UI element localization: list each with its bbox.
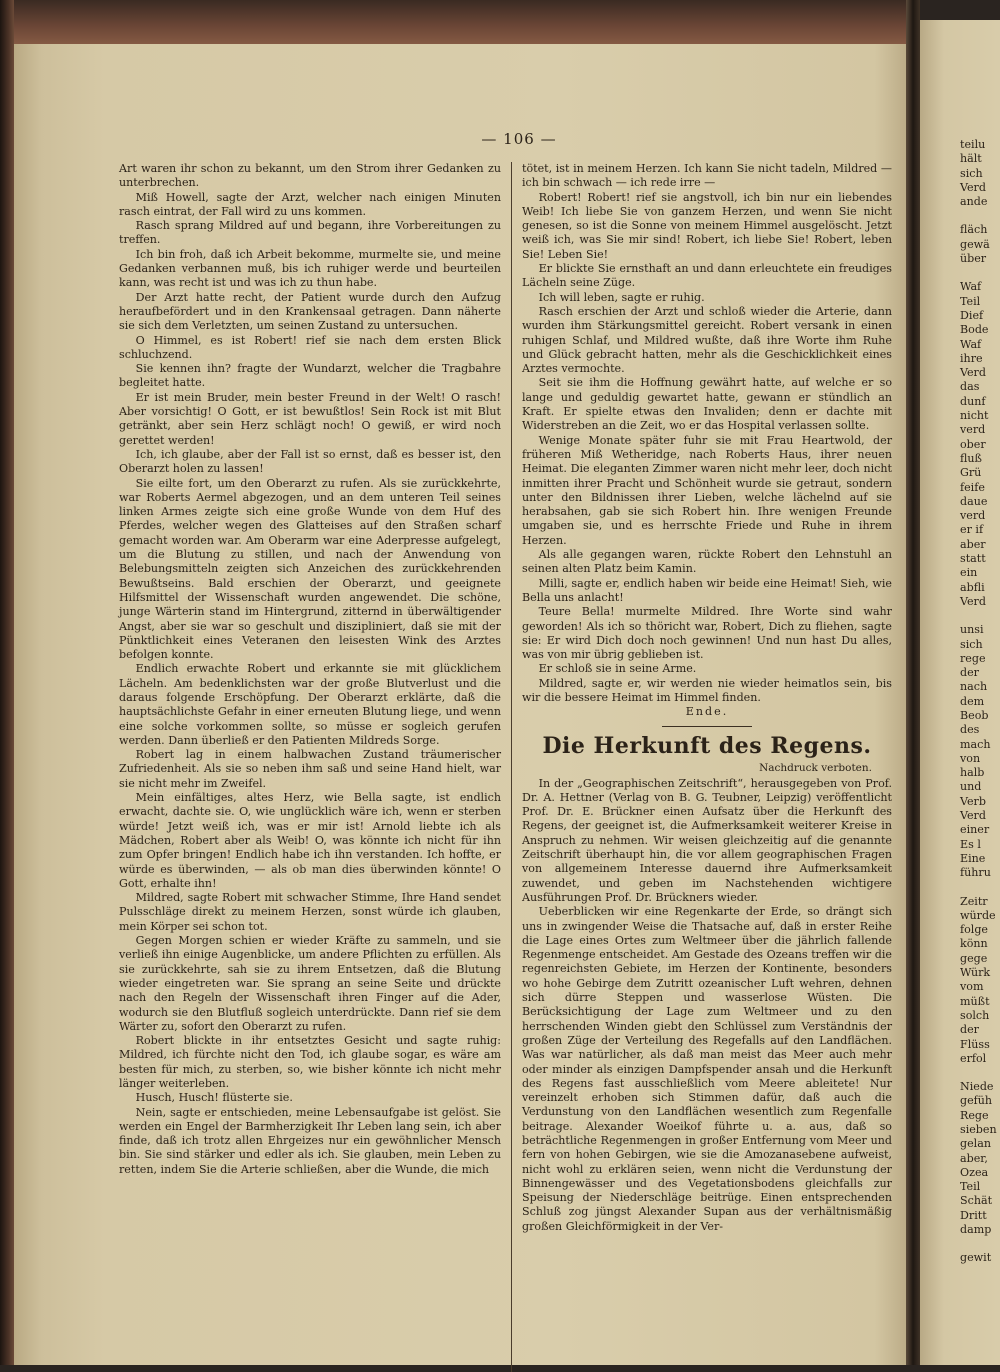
line-fragment: gelan <box>960 1137 991 1151</box>
line-fragment: dem <box>960 694 985 708</box>
paragraph: Er ist mein Bruder, mein bester Freund in der Welt! O rasch! Aber vorsichtig! O Gott, er ist bewußtlos! Sein Rock ist mit Blut getränkt, aber sein Herz schlägt noch! O gewiß, er wird noch gerettet werden! <box>119 390 501 447</box>
line-fragment: der <box>960 1023 979 1037</box>
line-fragment: Verd <box>960 180 986 194</box>
line-fragment: Niede <box>960 1080 994 1094</box>
paragraph: Mildred, sagte er, wir werden nie wieder heimatlos sein, bis wir die bessere Heimat im Himmel finden. <box>522 676 892 704</box>
line-fragment: Beob <box>960 708 989 722</box>
line-fragment: Eine <box>960 851 986 865</box>
line-fragment: solch <box>960 1008 990 1022</box>
column-divider <box>511 162 512 1372</box>
line-fragment: gege <box>960 951 988 965</box>
paragraph-gap <box>960 1237 1000 1251</box>
line-fragment: Flüss <box>960 1037 990 1051</box>
article-title: Die Herkunft des Regens. <box>542 732 872 759</box>
paragraph: Robert! Robert! rief sie angstvoll, ich bin nur ein liebendes Weib! Ich liebe Sie von ganzem Herzen, und wenn Sie nicht genesen, so ist die Sonne von meinem Himmel ausgelöscht. Jetzt weiß ich, was Sie mir sind! Robert, ich liebe Sie! Robert, leben Sie! Leben Sie! <box>522 190 892 261</box>
article-separator <box>662 726 752 727</box>
line-fragment: einer <box>960 823 990 837</box>
page-number: — 106 — <box>481 130 557 148</box>
line-fragment: Würk <box>960 966 991 980</box>
paragraph: Sie kennen ihn? fragte der Wundarzt, welcher die Tragbahre begleitet hatte. <box>119 362 501 390</box>
story-continuation <box>522 162 892 705</box>
line-fragment: folge <box>960 923 988 937</box>
line-fragment: erfol <box>960 1051 987 1065</box>
next-page-fragments <box>960 138 1000 1266</box>
line-fragment: fluß <box>960 451 982 465</box>
paragraph: Ueberblicken wir eine Regenkarte der Erde, so drängt sich uns in zwingender Weise die Thatsache auf, daß in erster Reihe die Lage eines Ortes zum Weltmeer über die jährlich fallende Regenmenge entscheidet. Am Gestade des Ozeans treffen wir die regenreichsten Gebiete, im Herzen der Kontinente, besonders wo hohe Gebirge dem Zutritt ozeanischer Luft wehren, dehnen sich dürre Steppen und wasserlose Wüsten. Die Berücksichtigung der Lage zum Weltmeer und zu den herrschenden Winden giebt den Schlüssel zum Verständnis der großen Züge der Verteilung des Regefalls auf den Landflächen. Was war natürlicher, als daß man meist das Meer auch mehr oder minder als einzigen Dampfspender ansah und die Herkunft des Regens fast ausschließlich vom Meere ableitete! Nur vereinzelt erhoben sich Stimmen dafür, daß auch die Verdunstung von den Landflächen wesentlich zum Regenfalle beitrage. Alexander Woeikof führte u. a. aus, daß so beträchtliche Regenmengen in großer Entfernung vom Meer und fern von hohen Gebirgen, wie sie die Amozanasebene aufweist, nicht wohl zu erklären seien, wenn nicht die Verdunstung der Binnengewässer und des Vegetationsbodens gleichfalls zur Speisung der Niederschläge beitrüge. Einen entsprechenden Schluß zog jüngst Alexander Supan aus der verhältnismäßig großen Gleichförmigkeit in der Ver- <box>522 905 892 1233</box>
line-fragment: feife <box>960 480 985 494</box>
paragraph: Nein, sagte er entschieden, meine Lebensaufgabe ist gelöst. Sie werden ein Engel der Barmherzigkeit Ihr Leben lang sein, ich aber finde, daß ich trotz allen Ehrgeizes nur ein gewöhnlicher Mensch bin. Sie sind stärker und edler als ich. Sie glauben, mein Leben zu retten, indem Sie die Arterie schließen, aber die Wunde, die mich <box>119 1105 501 1176</box>
line-fragment: verd <box>960 509 986 523</box>
line-fragment: Dritt <box>960 1208 987 1222</box>
line-fragment: hält <box>960 152 982 166</box>
line-fragment: von <box>960 751 981 765</box>
page-106 <box>14 44 920 1365</box>
line-fragment: gewit <box>960 1251 992 1265</box>
paragraph: Er schloß sie in seine Arme. <box>538 662 697 676</box>
line-fragment: könn <box>960 937 988 951</box>
line-fragment: Verd <box>960 809 986 823</box>
paragraph: In der „Geographischen Zeitschrift“, herausgegeben von Prof. Dr. A. Hettner (Verlag von B. G. Teubner, Leipzig) veröffentlicht Prof. Dr. E. Brückner einen Aufsatz über die Herkunft des Regens, der geeignet ist, die Aufmerksamkeit weiterer Kreise in Anspruch zu nehmen. Wir weisen gleichzeitig auf die genannte Zeitschrift überhaupt hin, die vor allem geographischen Fragen von allgemeinem Interesse dauernd ihre Aufmerksamkeit zuwendet, und geben im Nachstehenden wichtigere Ausführungen Prof. Dr. Brückners wieder. <box>522 776 892 904</box>
reprint-notice: Nachdruck verboten. <box>759 761 872 774</box>
line-fragment: führu <box>960 866 991 880</box>
line-fragment: nicht <box>960 409 989 423</box>
right-column <box>522 162 892 1234</box>
line-fragment: Es l <box>960 837 981 851</box>
paragraph: Rasch sprang Mildred auf und begann, ihre Vorbereitungen zu treffen. <box>119 219 501 247</box>
line-fragment: sich <box>960 166 983 180</box>
paragraph: Ich will leben, sagte er ruhig. <box>538 290 705 304</box>
line-fragment: aber, <box>960 1151 988 1165</box>
line-fragment: vom <box>960 980 984 994</box>
paragraph: Sie eilte fort, um den Oberarzt zu rufen. Als sie zurückkehrte, war Roberts Aermel abgezogen, und an dem unteren Teil seines linken Armes zeigte sich eine große Wunde von dem Huf des Pferdes, welcher wegen des Glatteises auf den Straßen scharf gemacht worden war. Am Oberarm war eine Aderpresse aufgelegt, um die Blutung zu stillen, und nach der Anwendung von Belebungsmitteln zeigten sich Anzeichen des zurückkehrenden Bewußtseins. Bald erschien der Oberarzt, und geeignete Hilfsmittel der Wissenschaft wurden angewendet. Die schöne, junge Wärterin stand im Hintergrund, zitternd in überwältigender Angst, aber sie war so geschult und diszipliniert, daß sie mit der Pünktlichkeit eines Veteranen den leisesten Wink des Arztes befolgen konnte. <box>119 476 501 662</box>
line-fragment: unsi <box>960 623 984 637</box>
book-gutter <box>906 0 920 1365</box>
line-fragment: der <box>960 666 979 680</box>
paragraph: Husch, Husch! flüsterte sie. <box>135 1091 293 1105</box>
line-fragment: fläch <box>960 223 988 237</box>
line-fragment: ande <box>960 195 988 209</box>
line-fragment: sieben <box>960 1123 997 1136</box>
paragraph-gap <box>960 1066 1000 1080</box>
line-fragment: Schät <box>960 1194 993 1208</box>
paragraph: Robert blickte in ihr entsetztes Gesicht und sagte ruhig: Mildred, ich fürchte nicht den Tod, ich glaube sogar, es wäre am besten für mich, zu sterben, so, wie bisher könnte ich nicht mehr länger weiterleben. <box>119 1034 501 1090</box>
line-fragment: daue <box>960 494 988 508</box>
line-fragment: über <box>960 252 987 266</box>
paragraph: Der Arzt hatte recht, der Patient wurde durch den Aufzug heraufbefördert und in den Krankensaal getragen. Dann näherte sie sich dem Verletzten, um seinen Zustand zu untersuchen. <box>119 290 501 333</box>
line-fragment: sich <box>960 637 983 651</box>
line-fragment: Verd <box>960 594 986 608</box>
line-fragment: dunf <box>960 394 986 408</box>
paragraph: Ich bin froh, daß ich Arbeit bekomme, murmelte sie, und meine Gedanken verbannen muß, bis ich ruhiger werde und beurteilen kann, was recht ist und was ich zu thun habe. <box>119 247 501 290</box>
line-fragment: ober <box>960 437 986 451</box>
line-fragment: Teil <box>960 1180 981 1194</box>
line-fragment: Bode <box>960 323 989 337</box>
story-end: Ende. <box>685 705 729 719</box>
line-fragment: rege <box>960 651 986 665</box>
left-column <box>119 162 501 1177</box>
line-fragment: Rege <box>960 1108 989 1122</box>
paragraph: Ich, ich glaube, aber der Fall ist so ernst, daß es besser ist, den Oberarzt holen zu lassen! <box>119 447 501 476</box>
line-fragment: würde <box>960 908 996 922</box>
paragraph-gap <box>960 609 1000 623</box>
line-fragment: abfli <box>960 580 985 594</box>
paragraph: Als alle gegangen waren, rückte Robert den Lehnstuhl an seinen alten Platz beim Kamin. <box>522 548 892 576</box>
paragraph: Wenige Monate später fuhr sie mit Frau Heartwold, der früheren Miß Wetheridge, nach Roberts Haus, ihrer neuen Heimat. Die eleganten Zimmer waren nicht mehr leer, doch nicht inmitten ihrer Pracht und Schönheit wurde sie getraut, sondern unter den Bildnissen ihrer Lieben, welche lächelnd auf sie herabsahen, gab sie sich Robert hin. Ihre wenigen Freunde umgaben sie, und es herrschte Friede und Ruhe in ihrem Herzen. <box>522 433 892 547</box>
line-fragment: Ozea <box>960 1165 989 1179</box>
line-fragment: Teil <box>960 294 981 308</box>
paragraph: O Himmel, es ist Robert! rief sie nach dem ersten Blick schluchzend. <box>119 333 501 361</box>
paragraph-gap <box>960 266 1000 280</box>
line-fragment: nach <box>960 680 988 694</box>
line-fragment: verd <box>960 423 986 437</box>
next-page-edge <box>920 20 1000 1365</box>
line-fragment: Dief <box>960 308 984 322</box>
paragraph: tötet, ist in meinem Herzen. Ich kann Sie nicht tadeln, Mildred — ich bin schwach — ich rede irre — <box>522 162 892 190</box>
line-fragment: damp <box>960 1223 992 1237</box>
line-fragment: Waf <box>960 337 982 351</box>
book-binding <box>0 0 14 1365</box>
paragraph: Mildred, sagte Robert mit schwacher Stimme, Ihre Hand sendet Pulsschläge direkt zu meinem Herzen, sonst würde ich glauben, mein Körper sei schon tot. <box>119 891 501 933</box>
paragraph: Gegen Morgen schien er wieder Kräfte zu sammeln, und sie verließ ihn einige Augenblicke, um andere Pflichten zu erfüllen. Als sie zurückkehrte, sah sie zu ihrem Entsetzen, daß die Blutung wieder eingetreten war. Sie sprang an seine Seite und drückte nach den Regeln der Wissenschaft ihren Finger auf die Ader, wodurch sie den Blutfluß sogleich unterdrückte. Dann rief sie dem Wärter zu, sofort den Oberarzt zu rufen. <box>119 934 501 1033</box>
paragraph: Miß Howell, sagte der Arzt, welcher nach einigen Minuten rasch eintrat, der Fall wird zu uns kommen. <box>119 190 501 218</box>
line-fragment: das <box>960 380 980 394</box>
line-fragment: er if <box>960 523 984 537</box>
book-cover-edge <box>14 0 914 48</box>
line-fragment: des <box>960 723 980 737</box>
paragraph: Er blickte Sie ernsthaft an und dann erleuchtete ein freudiges Lächeln seine Züge. <box>522 262 892 290</box>
line-fragment: gewä <box>960 237 990 251</box>
paragraph: Teure Bella! murmelte Mildred. Ihre Worte sind wahr geworden! Als ich so thöricht war, Robert, Dich zu fliehen, sagte sie: Er wird Dich doch noch gewinnen! Und nun hast Du alles, was von mir übrig geblieben ist. <box>522 605 892 662</box>
paragraph: Seit sie ihm die Hoffnung gewährt hatte, auf welche er so lange und geduldig gewartet hatte, gewann er stündlich an Kraft. Er spielte etwas den Invaliden; denn er dachte mit Widerstreben an die Zeit, wo er das Hospital verlassen sollte. <box>522 376 892 433</box>
line-fragment: ihre <box>960 351 983 365</box>
line-fragment: aber <box>960 537 986 551</box>
line-fragment: Waf <box>960 280 982 294</box>
line-fragment: müßt <box>960 994 990 1008</box>
line-fragment: gefüh <box>960 1094 993 1108</box>
line-fragment: und <box>960 780 982 794</box>
paragraph-gap <box>960 881 1000 895</box>
line-fragment: Grü <box>960 466 982 480</box>
line-fragment: Zeitr <box>960 894 988 908</box>
line-fragment: halb <box>960 766 985 780</box>
article-body <box>522 777 892 1235</box>
paragraph: Endlich erwachte Robert und erkannte sie mit glücklichem Lächeln. Am bedenklichsten war der große Blutverlust und die daraus folgende Erschöpfung. Der Oberarzt erklärte, daß die hauptsächlichste Gefahr in einer erneuten Blutung liege, und wenn eine solche vorkommen sollte, so müsse er sogleich gerufen werden. Dann überließ er den Patienten Mildreds Sorge. <box>119 662 501 747</box>
paragraph: Art waren ihr schon zu bekannt, um den Strom ihrer Gedanken zu unterbrechen. <box>119 162 501 190</box>
line-fragment: teilu <box>960 138 986 151</box>
line-fragment: ein <box>960 566 978 580</box>
line-fragment: Verd <box>960 366 986 380</box>
paragraph-gap <box>960 209 1000 223</box>
paragraph: Rasch erschien der Arzt und schloß wieder die Arterie, dann wurden ihm Stärkungsmittel gereicht. Robert versank in einen ruhigen Schlaf, und Mildred wußte, daß ihre Worte ihm Ruhe und Glück gebracht hatten, mehr als die Geschicklichkeit eines Arztes vermochte. <box>522 304 892 376</box>
paragraph: Milli, sagte er, endlich haben wir beide eine Heimat! Sieh, wie Bella uns anlacht! <box>522 576 892 604</box>
paragraph: Robert lag in einem halbwachen Zustand träumerischer Zufriedenheit. Als sie so neben ihm saß und seine Hand hielt, war sie nicht mehr im Zweifel. <box>119 748 501 790</box>
paragraph: Mein einfältiges, altes Herz, wie Bella sagte, ist endlich erwacht, dachte sie. O, wie unglücklich wäre ich, wenn er sterben würde! Jetzt weiß ich, was er mir ist! Arnold liebte ich als Mädchen, Robert aber als Weib! O, was könnte ich nicht für ihn zum Opfer bringen! Endlich habe ich ihn verstanden. Ich hoffte, er würde es überwinden, — als ob man dies überwinden könnte! O Gott, erhalte ihn! <box>119 791 501 890</box>
line-fragment: Verb <box>960 794 986 808</box>
line-fragment: statt <box>960 552 986 566</box>
line-fragment: mach <box>960 737 991 751</box>
